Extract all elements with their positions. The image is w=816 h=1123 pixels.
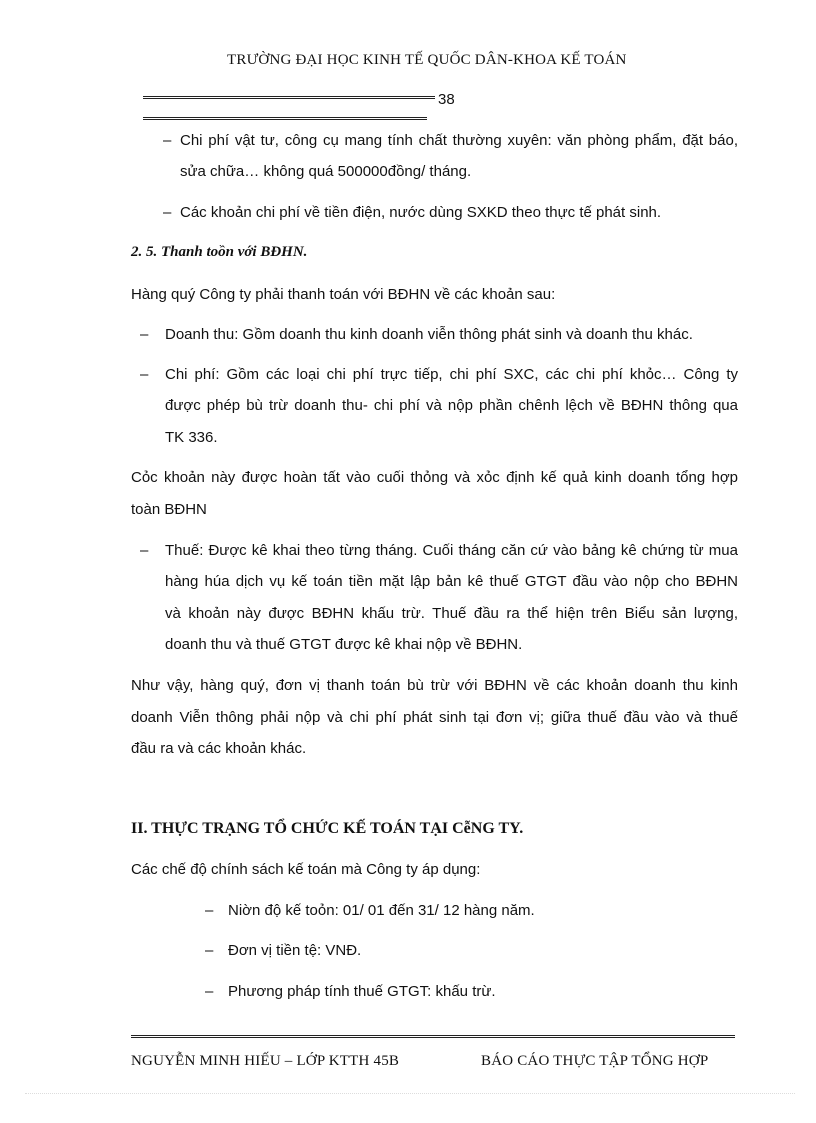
paragraph: toàn BĐHN (131, 501, 207, 518)
bullet-marker: – (205, 902, 214, 919)
bullet-text: và khoản này được BĐHN khấu trừ. Thuế đầu ra thể hiện trên Biểu sản lượng, (165, 605, 738, 622)
bullet-text: được phép bù trừ doanh thu- chi phí và nộp phần chênh lệch về BĐHN thông qua (165, 397, 738, 414)
bullet-marker: – (140, 542, 149, 559)
footer-rule (131, 1035, 735, 1038)
paragraph: Như vậy, hàng quý, đơn vị thanh toán bù trừ với BĐHN về các khoản doanh thu kinh (131, 677, 738, 694)
bullet-text: Đơn vị tiền tệ: VNĐ. (228, 942, 362, 959)
paragraph: Hàng quý Công ty phải thanh toán với BĐHN về các khoản sau: (131, 286, 556, 303)
bullet-text: sửa chữa… không quá 500000đồng/ tháng. (180, 163, 472, 180)
page-bottom-divider (25, 1093, 795, 1094)
footer-report-title: BÁO CÁO THỰC TẬP TỔNG HỢP (481, 1053, 709, 1069)
footer-author: NGUYỄN MINH HIẾU – LỚP KTTH 45B (131, 1053, 400, 1069)
bullet-text: Các khoản chi phí về tiền điện, nước dùng SXKD theo thực tế phát sinh. (180, 204, 662, 221)
paragraph: Cỏc khoản này được hoàn tất vào cuối thỏng và xỏc định kế quả kinh doanh tổng hợp (131, 469, 738, 486)
bullet-text: Chi phí vật tư, công cụ mang tính chất thường xuyên: văn phòng phẩm, đặt báo, (180, 132, 738, 149)
section-heading: II. THỰC TRẠNG TỔ CHỨC KẾ TOÁN TẠI CễNG TY. (131, 820, 524, 837)
bullet-marker: – (140, 326, 149, 343)
paragraph: đầu ra và các khoản khác. (131, 740, 307, 757)
bullet-marker: – (163, 132, 172, 149)
page-header-title: TRƯỜNG ĐẠI HỌC KINH TẾ QUỐC DÂN-KHOA KẾ TOÁN (227, 52, 627, 68)
bullet-text: TK 336. (165, 429, 218, 446)
bullet-text: hàng húa dịch vụ kế toán tiền mặt lập bản kê thuế GTGT đầu vào nộp cho BĐHN (165, 573, 738, 590)
paragraph: Các chế độ chính sách kế toán mà Công ty áp dụng: (131, 861, 481, 878)
bullet-text: Phương pháp tính thuế GTGT: khấu trừ. (228, 983, 496, 1000)
bullet-marker: – (163, 204, 172, 221)
paragraph: doanh Viễn thông phải nộp và chi phí phát sinh tại đơn vị; giữa thuế đầu vào và thuế (131, 709, 738, 726)
bullet-text: doanh thu và thuế GTGT được kê khai nộp về BĐHN. (165, 636, 523, 653)
section-heading: 2. 5. Thanh toồn với BĐHN. (131, 244, 308, 260)
bullet-marker: – (205, 942, 214, 959)
page-number: 38 (438, 91, 455, 108)
bullet-marker: – (140, 366, 149, 383)
bullet-text: Doanh thu: Gồm doanh thu kinh doanh viễn thông phát sinh và doanh thu khác. (165, 326, 693, 343)
header-rule-bottom (143, 117, 427, 120)
bullet-text: Niờn độ kế toỏn: 01/ 01 đến 31/ 12 hàng năm. (228, 902, 535, 919)
bullet-text: Chi phí: Gồm các loại chi phí trực tiếp, chi phí SXC, các chi phí khỏc… Công ty (165, 366, 738, 383)
header-rule-top (143, 96, 435, 99)
bullet-text: Thuế: Được kê khai theo từng tháng. Cuối tháng căn cứ vào bảng kê chứng từ mua (165, 542, 738, 559)
bullet-marker: – (205, 983, 214, 1000)
